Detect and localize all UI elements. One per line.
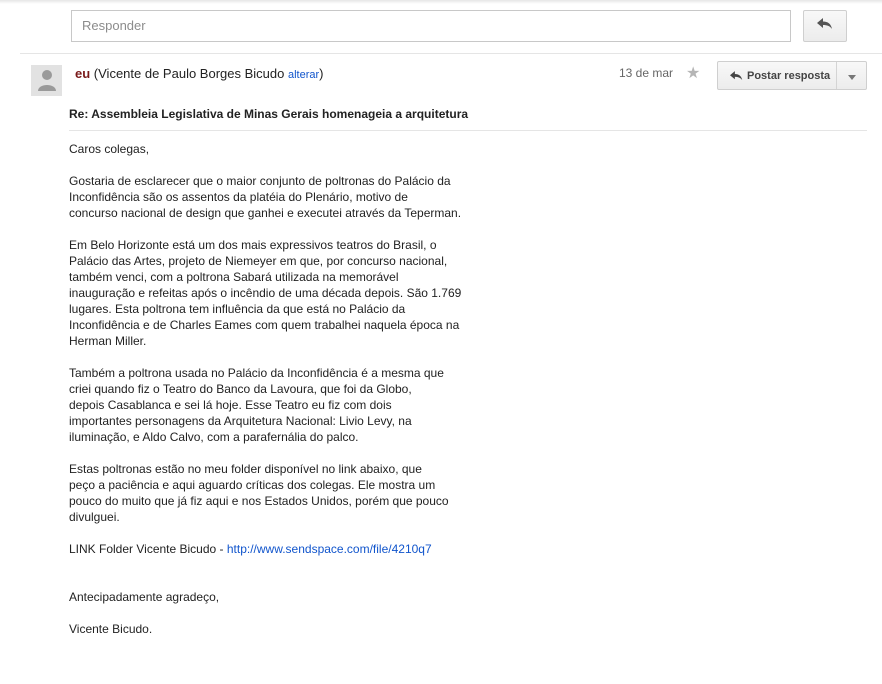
reply-input[interactable]: Responder bbox=[71, 10, 791, 42]
change-link[interactable]: alterar bbox=[287, 69, 320, 81]
paragraph: Gostaria de esclarecer que o maior conjunto de poltronas do Palácio da Inconfidência são os assentos da platéia do Plenário, motivo de concurso nacional de design que ganhei e executei através da Teperman. bbox=[69, 174, 462, 220]
signature: Vicente Bicudo. bbox=[69, 622, 153, 636]
closing: Antecipadamente agradeço, bbox=[69, 590, 220, 604]
chevron-down-icon bbox=[848, 67, 856, 85]
sender-line bbox=[75, 66, 324, 81]
greeting: Caros colegas, bbox=[69, 142, 150, 156]
sender-name: (Vicente de Paulo Borges Bicudo bbox=[93, 66, 285, 81]
link-line bbox=[69, 541, 589, 557]
message-body bbox=[69, 141, 589, 653]
reply-icon bbox=[817, 17, 833, 35]
link-label: LINK Folder Vicente Bicudo - bbox=[69, 542, 227, 556]
message-date: 13 de mar bbox=[619, 66, 674, 80]
more-options-button[interactable] bbox=[837, 67, 866, 85]
divider bbox=[69, 130, 867, 131]
paragraph: Também a poltrona usada no Palácio da Inconfidência é a mesma que criei quando fiz o Teatro do Banco da Lavoura, que foi da Globo, depois Casablanca e sei lá hoje. Esse Teatro eu fiz com dois importantes personagens da Arquitetura Nacional: Livio Levy, na iluminação, e Aldo Calvo, com a parafernália do palco. bbox=[69, 366, 444, 444]
sender-me: eu bbox=[75, 66, 91, 81]
folder-link[interactable]: http://www.sendspace.com/file/4210q7 bbox=[226, 542, 432, 556]
post-reply-main[interactable] bbox=[718, 62, 836, 89]
paragraph: Estas poltronas estão no meu folder disponível no link abaixo, que peço a paciência e aqui aguardo críticas dos colegas. Ele mostra um pouco do muito que já fiz aqui e nos Estados Unidos, porém que pouco divulguei. bbox=[69, 462, 449, 524]
sender-close: ) bbox=[319, 66, 324, 81]
spacer bbox=[69, 573, 589, 589]
star-icon[interactable]: ★ bbox=[686, 65, 701, 82]
divider bbox=[20, 53, 882, 54]
post-reply-label: Postar resposta bbox=[747, 69, 831, 82]
post-reply-button[interactable] bbox=[717, 61, 867, 90]
reply-button[interactable] bbox=[803, 10, 847, 42]
message-subject: Re: Assembleia Legislativa de Minas Gerais homenageia a arquitetura bbox=[69, 107, 469, 121]
paragraph: Em Belo Horizonte está um dos mais expressivos teatros do Brasil, o Palácio das Artes, projeto de Niemeyer em que, por concurso nacional, também venci, com a poltrona Sabará utilizada na memorável inauguração e refeitas após o incêndio de uma década depois. São 1.769 lugares. Esta poltrona tem influência da que está no Palácio da Inconfidência e de Charles Eames com quem trabalhei naquela época na Herman Miller. bbox=[69, 238, 462, 348]
avatar[interactable] bbox=[31, 65, 62, 96]
person-icon bbox=[37, 67, 57, 96]
reply-icon bbox=[730, 71, 743, 81]
top-shadow bbox=[0, 0, 882, 4]
